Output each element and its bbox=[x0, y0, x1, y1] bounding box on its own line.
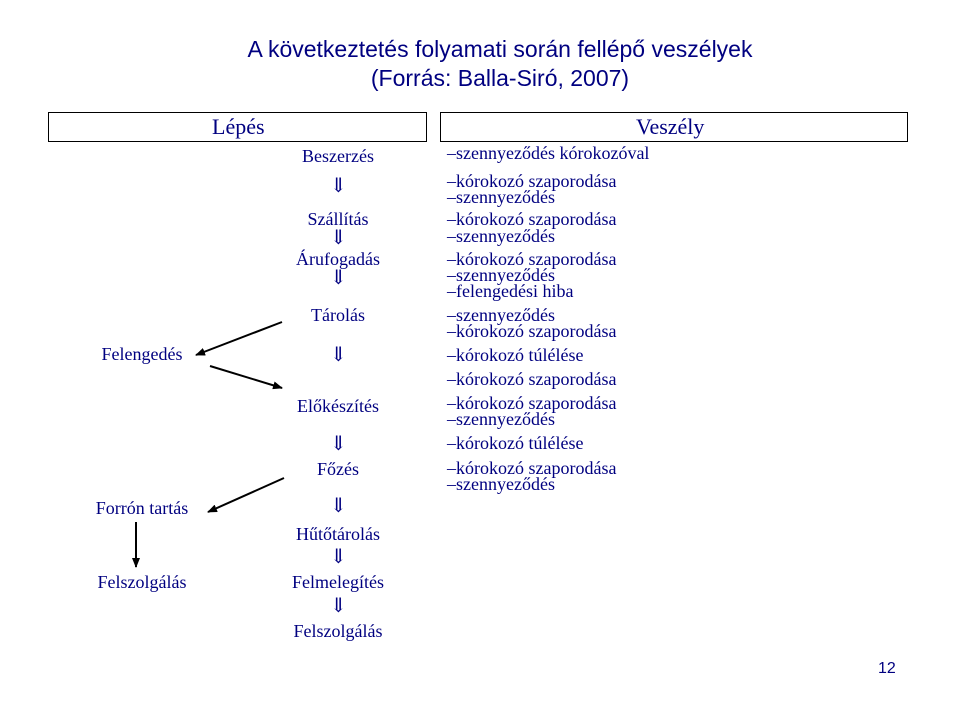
hazard-item: –felengedési hiba bbox=[447, 281, 574, 301]
down-arrow-icon: ⇓ bbox=[330, 433, 347, 455]
down-arrow-icon: ⇓ bbox=[330, 495, 347, 517]
hazard-item: –kórokozó túlélése bbox=[447, 345, 584, 365]
down-arrow-icon: ⇓ bbox=[330, 175, 347, 197]
step-elokeszites: Előkészítés bbox=[297, 396, 379, 416]
hazard-header: Veszély bbox=[636, 114, 705, 139]
step-felszolgalas: Felszolgálás bbox=[293, 621, 383, 641]
arrow-felengedes-to-elokeszites bbox=[210, 366, 282, 388]
hazard-item: –szennyeződés bbox=[447, 265, 555, 285]
hazard-item: –szennyeződés bbox=[447, 474, 555, 494]
hazard-item: –kórokozó szaporodása bbox=[447, 249, 617, 269]
hazard-item: –kórokozó szaporodása bbox=[447, 171, 617, 191]
arrow-tarolas-to-felengedes bbox=[196, 322, 282, 355]
hazard-item: –kórokozó szaporodása bbox=[447, 321, 617, 341]
hazard-item: –szennyeződés bbox=[447, 226, 555, 246]
step-beszerzes: Beszerzés bbox=[302, 146, 374, 166]
hazard-item: –kórokozó szaporodása bbox=[447, 369, 617, 389]
step-header: Lépés bbox=[212, 114, 265, 139]
label-felengedes: Felengedés bbox=[101, 344, 183, 364]
hazard-item: –szennyeződés bbox=[447, 409, 555, 429]
hazard-item: –kórokozó túlélése bbox=[447, 433, 584, 453]
arrow-fozes-to-forron-tartas bbox=[208, 478, 284, 512]
title-line-2: (Forrás: Balla-Siró, 2007) bbox=[370, 65, 630, 91]
down-arrow-icon: ⇓ bbox=[330, 227, 347, 249]
step-arufogadas: Árufogadás bbox=[296, 249, 380, 269]
hazard-item: –kórokozó szaporodása bbox=[447, 458, 617, 478]
step-tarolas: Tárolás bbox=[311, 305, 365, 325]
step-hutotarolas: Hűtőtárolás bbox=[296, 524, 380, 544]
hazard-item: –szennyeződés bbox=[447, 305, 555, 325]
title-line-1: A következtetés folyamati során fellépő veszélyek bbox=[247, 36, 753, 62]
hazard-item: –kórokozó szaporodása bbox=[447, 209, 617, 229]
step-szallitas: Szállítás bbox=[307, 209, 369, 229]
label-forron-tartas: Forrón tartás bbox=[95, 498, 189, 518]
down-arrow-icon: ⇓ bbox=[330, 267, 347, 289]
step-felmelegites: Felmelegítés bbox=[292, 572, 384, 592]
hazard-item: –szennyeződés bbox=[447, 187, 555, 207]
page-number: 12 bbox=[878, 660, 896, 677]
down-arrow-icon: ⇓ bbox=[330, 344, 347, 366]
hazard-item: –kórokozó szaporodása bbox=[447, 393, 617, 413]
down-arrow-icon: ⇓ bbox=[330, 595, 347, 617]
down-arrow-icon: ⇓ bbox=[330, 546, 347, 568]
hazard-item: –szennyeződés kórokozóval bbox=[447, 143, 650, 163]
step-fozes: Főzés bbox=[317, 459, 359, 479]
label-felszolgalas-left: Felszolgálás bbox=[97, 572, 187, 592]
